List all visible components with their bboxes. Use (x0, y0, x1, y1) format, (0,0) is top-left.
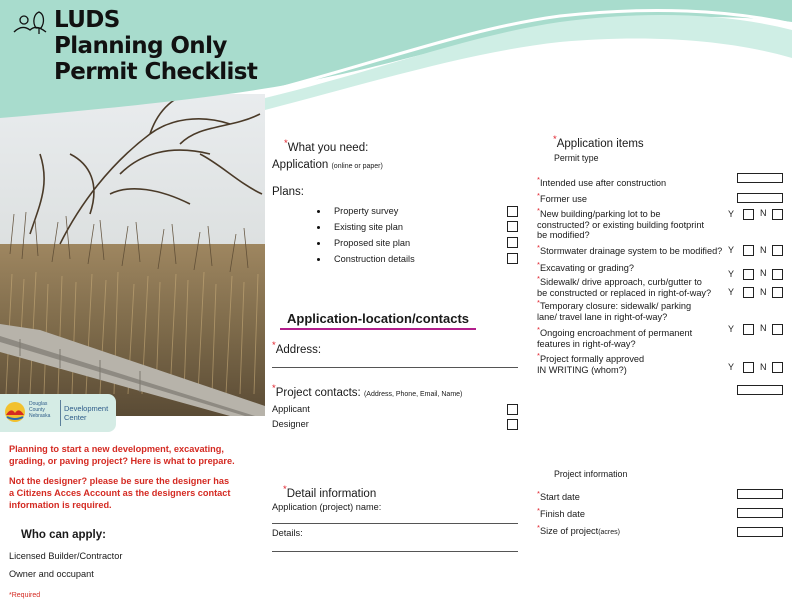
development-center-label: Development Center (64, 404, 109, 422)
plan-item-construction-details: Construction details (334, 254, 415, 264)
what-you-need-heading: *What you need: (284, 138, 369, 154)
q-approved-in-writing: *Project formally approved IN WRITING (whom?) (537, 351, 645, 375)
sidewalk-no-checkbox[interactable] (772, 287, 783, 298)
property-survey-checkbox[interactable] (507, 206, 518, 217)
org-name: Douglas County Nebraska (29, 401, 51, 419)
q-encroachment: *Ongoing encroachment of permanent features in right-of-way? (537, 325, 693, 349)
excavating-no-checkbox[interactable] (772, 269, 783, 280)
yes-label: Y (728, 245, 735, 255)
details-field[interactable] (272, 551, 518, 552)
yes-label: Y (728, 269, 735, 279)
proposed-site-plan-checkbox[interactable] (507, 237, 518, 248)
project-size-label: *Size of project(acres) (537, 523, 620, 537)
existing-site-plan-checkbox[interactable] (507, 221, 518, 232)
plan-item-proposed-site-plan: Proposed site plan (334, 238, 411, 248)
project-contacts-label: *Project contacts: (Address, Phone, Email, Name) (272, 383, 463, 399)
required-footnote: *Required (9, 592, 41, 599)
logo-banner (0, 394, 116, 432)
stormwater-no-checkbox[interactable] (772, 245, 783, 256)
finish-date-label: *Finish date (537, 506, 585, 520)
construction-details-checkbox[interactable] (507, 253, 518, 264)
excavating-yes-checkbox[interactable] (743, 269, 754, 280)
q-intended-use: *Intended use after construction (537, 175, 667, 189)
heading-underline (280, 328, 476, 330)
no-label: N (760, 362, 767, 372)
project-name-label: Application (project) name: (272, 502, 382, 512)
q-temporary-closure: *Temporary closure: sidewalk/ parking lane/ travel lane in right-of-way? (537, 298, 692, 322)
applicant-label: Applicant (272, 404, 310, 414)
page-title-line-2: Planning Only (54, 33, 227, 59)
address-label: *Address: (272, 340, 322, 356)
applicant-checkbox[interactable] (507, 404, 518, 415)
application-items-heading: *Application items (553, 134, 644, 150)
yes-label: Y (728, 324, 735, 334)
former-use-field[interactable] (737, 193, 783, 203)
landscape-icon (12, 8, 48, 38)
no-label: N (760, 287, 767, 297)
sidewalk-yes-checkbox[interactable] (743, 287, 754, 298)
designer-note: Not the designer? please be sure the designer has a Citizens Acces Account as the designers contact information is required. (9, 476, 231, 511)
who-can-apply-heading: Who can apply: (21, 529, 106, 541)
project-size-field[interactable] (737, 527, 783, 537)
start-date-field[interactable] (737, 489, 783, 499)
detail-information-heading: *Detail information (283, 484, 377, 500)
q-former-use: *Former use (537, 191, 587, 205)
q-sidewalk: *Sidewalk/ drive approach, curb/gutter to be constructed or replaced in right-of-way? (537, 274, 712, 298)
yes-label: Y (728, 362, 735, 372)
start-date-label: *Start date (537, 489, 580, 503)
project-information-heading: Project information (554, 469, 628, 479)
plans-label: Plans: (272, 186, 304, 198)
page-title-line-3: Permit Checklist (54, 59, 258, 85)
county-logo-icon (3, 400, 27, 424)
approved-by-field[interactable] (737, 385, 783, 395)
q-stormwater: *Stormwater drainage system to be modified? (537, 243, 723, 257)
intended-use-field[interactable] (737, 173, 783, 183)
q-excavating: *Excavating or grading? (537, 260, 634, 274)
no-label: N (760, 323, 767, 333)
wetland-boardwalk-photo (0, 94, 265, 416)
plan-item-existing-site-plan: Existing site plan (334, 222, 403, 232)
who-licensed-builder: Licensed Builder/Contractor (9, 551, 123, 561)
intro-text: Planning to start a new development, excavating, grading, or paving project? Here is what to prepare. (9, 444, 235, 467)
designer-checkbox[interactable] (507, 419, 518, 430)
no-label: N (760, 245, 767, 255)
plan-item-property-survey: Property survey (334, 206, 399, 216)
project-name-field[interactable] (272, 523, 518, 524)
permit-type-label: Permit type (554, 153, 599, 163)
location-contacts-heading: Application-location/contacts (287, 311, 470, 326)
no-label: N (760, 208, 767, 218)
who-owner-occupant: Owner and occupant (9, 569, 94, 579)
details-label: Details: (272, 528, 303, 538)
new-building-no-checkbox[interactable] (772, 209, 783, 220)
new-building-yes-checkbox[interactable] (743, 209, 754, 220)
yes-label: Y (728, 209, 735, 219)
approved-no-checkbox[interactable] (772, 362, 783, 373)
page-title-line-1: LUDS (54, 7, 120, 33)
q-new-building: *New building/parking lot to be constructed? or existing building footprint be modified? (537, 206, 705, 241)
encroachment-no-checkbox[interactable] (772, 324, 783, 335)
approved-yes-checkbox[interactable] (743, 362, 754, 373)
stormwater-yes-checkbox[interactable] (743, 245, 754, 256)
application-label: Application (online or paper) (272, 159, 383, 171)
finish-date-field[interactable] (737, 508, 783, 518)
no-label: N (760, 268, 767, 278)
address-field[interactable] (272, 367, 518, 368)
designer-label: Designer (272, 419, 309, 429)
yes-label: Y (728, 287, 735, 297)
encroachment-yes-checkbox[interactable] (743, 324, 754, 335)
